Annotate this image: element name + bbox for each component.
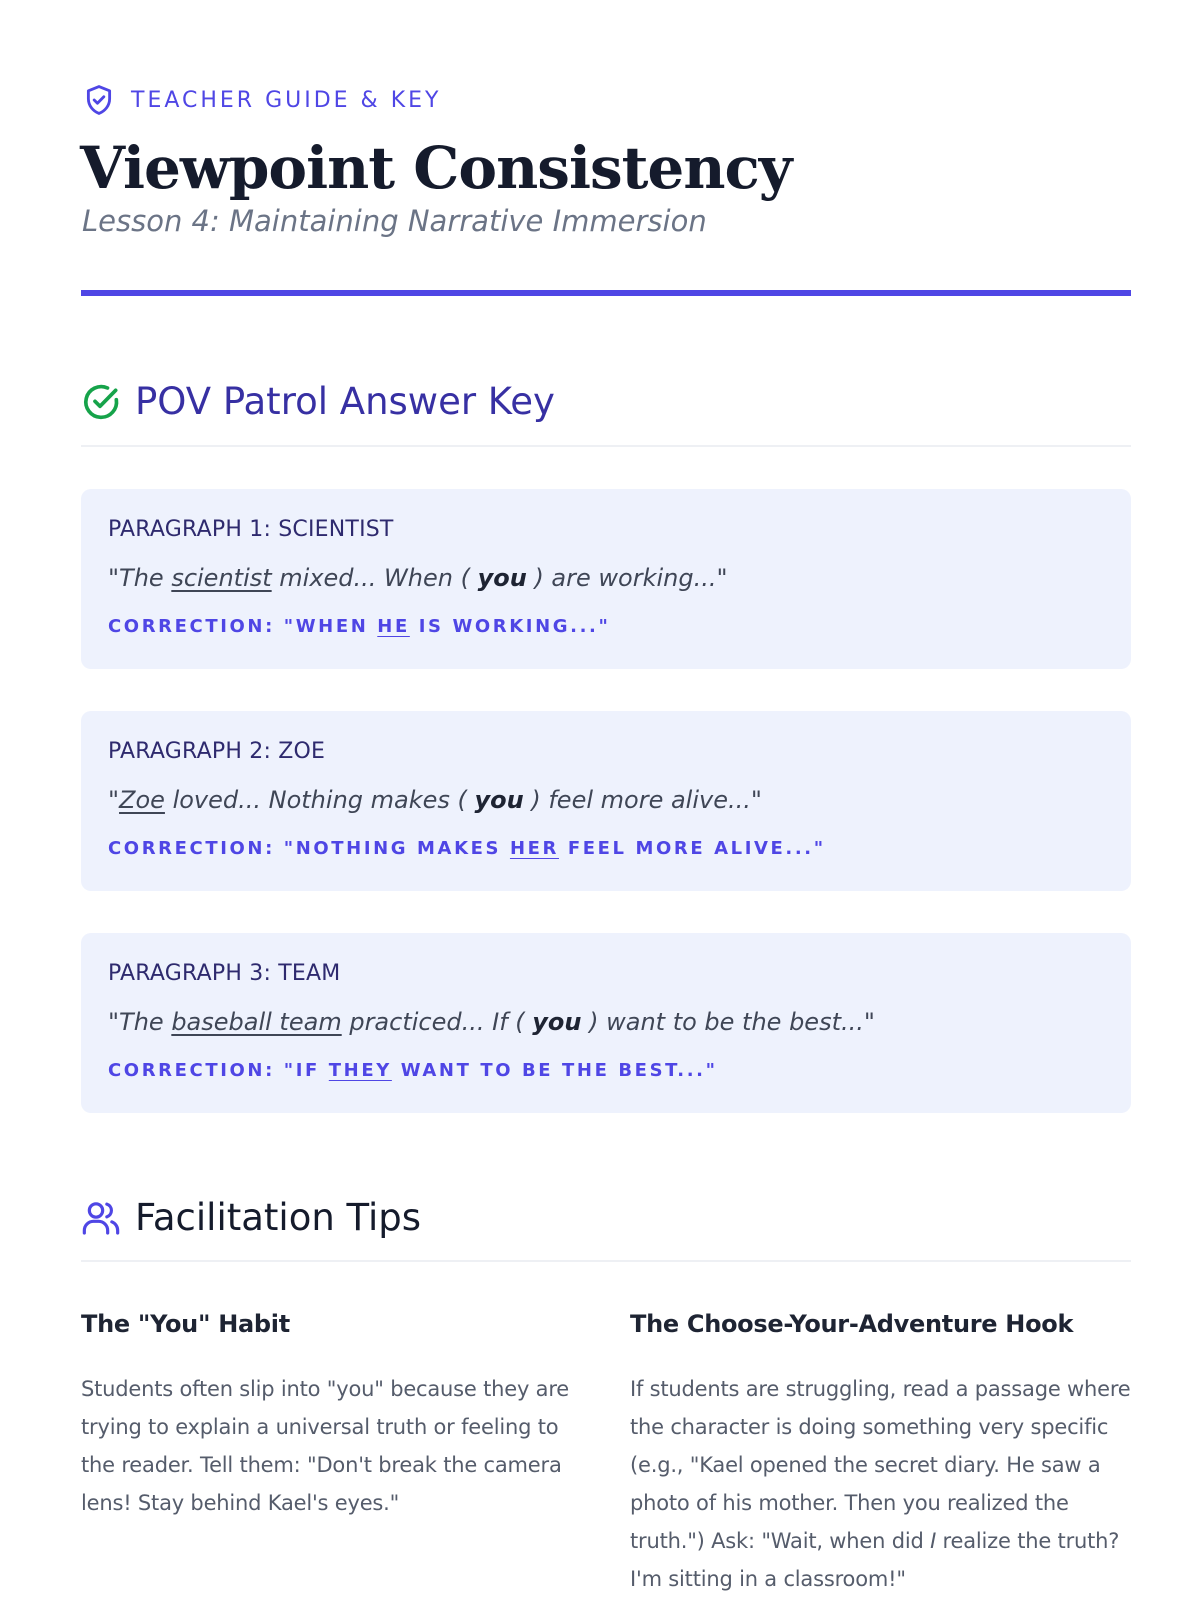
page-subtitle: Lesson 4: Maintaining Narrative Immersion	[82, 204, 707, 238]
eyebrow-label: TEACHER GUIDE & KEY	[131, 87, 442, 113]
answer-key-title: POV Patrol Answer Key	[135, 380, 555, 423]
tip-title: The "You" Habit	[81, 1310, 290, 1338]
tips-heading	[81, 1196, 421, 1239]
tips-columns	[81, 1310, 1131, 1598]
tip-title: The Choose-Your-Adventure Hook	[630, 1310, 1074, 1338]
eyebrow	[81, 82, 441, 118]
users-icon	[81, 1198, 121, 1238]
title-rule	[81, 290, 1131, 296]
answer-card-correction: CORRECTION: "WHEN HE IS WORKING..."	[108, 616, 611, 637]
quote-pronoun: you	[474, 786, 524, 814]
correction-pronoun: HER	[509, 838, 559, 859]
quote-pronoun: you	[477, 564, 527, 592]
answer-card-heading: PARAGRAPH 1: SCIENTIST	[108, 517, 394, 542]
quote-subject: scientist	[171, 564, 272, 592]
section-divider	[81, 445, 1131, 447]
answer-card-quote: "Zoe loved... Nothing makes ( you ) feel more alive..."	[108, 786, 762, 814]
section-divider	[81, 1260, 1131, 1262]
answer-card-1	[81, 489, 1131, 669]
tip-body: Students often slip into "you" because they are trying to explain a universal truth or feeling to the reader. Tell them: "Don't break the camera lens! Stay behind Kael's eyes."	[81, 1377, 570, 1515]
answer-card-correction: CORRECTION: "IF THEY WANT TO BE THE BEST..."	[108, 1060, 718, 1081]
tips-title: Facilitation Tips	[135, 1196, 422, 1239]
tip-body: If students are struggling, read a passage where the character is doing something very specific (e.g., "Kael opened the secret diary. He saw a photo of his mother. Then you realized the truth.") Ask: "Wait, when did I realize the truth? I'm sitting in a classroom!"	[630, 1377, 1131, 1591]
quote-pronoun: you	[532, 1008, 582, 1036]
answer-card-3	[81, 933, 1131, 1113]
quote-subject: Zoe	[119, 786, 165, 814]
check-circle-icon	[81, 382, 121, 422]
quote-subject: baseball team	[171, 1008, 342, 1036]
answer-card-heading: PARAGRAPH 2: ZOE	[108, 739, 326, 764]
correction-pronoun: THEY	[328, 1060, 392, 1081]
answer-card-correction: CORRECTION: "NOTHING MAKES HER FEEL MORE ALIVE..."	[108, 838, 826, 859]
tip-adventure-hook	[630, 1310, 1131, 1598]
correction-pronoun: HE	[377, 616, 410, 637]
answer-card-quote: "The scientist mixed... When ( you ) are working..."	[108, 564, 728, 592]
answer-card-2	[81, 711, 1131, 891]
answer-card-quote: "The baseball team practiced... If ( you ) want to be the best..."	[108, 1008, 875, 1036]
tip-you-habit	[81, 1310, 582, 1598]
shield-check-icon	[81, 82, 117, 118]
answer-key-heading	[81, 380, 555, 423]
tip-emphasis: I	[930, 1529, 937, 1553]
answer-card-heading: PARAGRAPH 3: TEAM	[108, 961, 341, 986]
page-title: Viewpoint Consistency	[80, 134, 792, 202]
